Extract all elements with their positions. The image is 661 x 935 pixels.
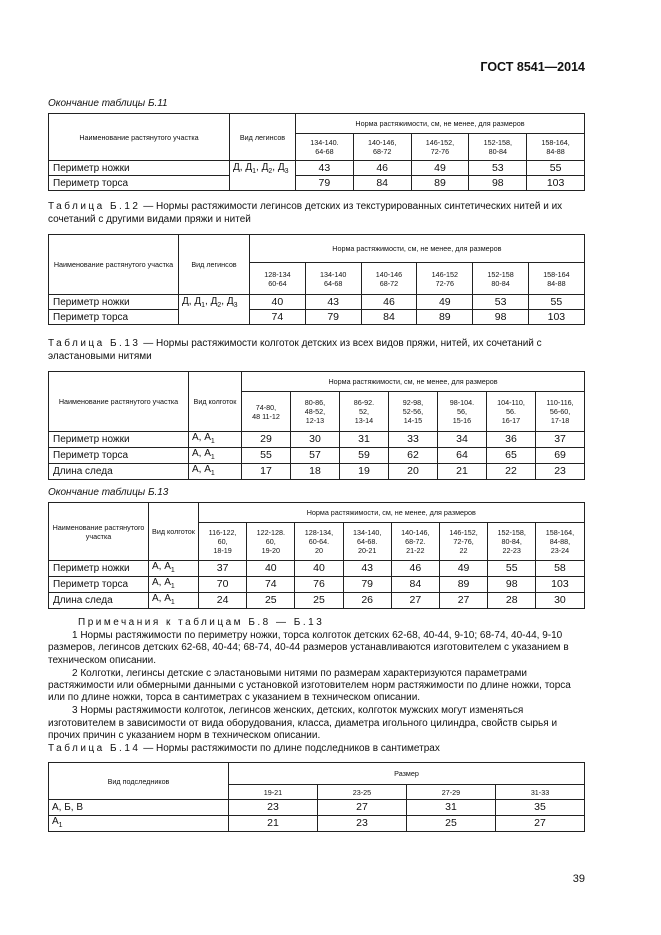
size-line: 128-134, — [304, 528, 334, 537]
size-line: 72-76 — [430, 147, 450, 156]
value-cell: 49 — [439, 561, 487, 577]
value-cell: 23 — [536, 464, 585, 480]
size-line: 122-128. — [256, 528, 285, 537]
table-b14-size-2 — [407, 785, 496, 800]
table-b13-size-6 — [536, 392, 585, 432]
table-b14-size-header: Размер — [229, 763, 585, 785]
value-cell: 37 — [536, 432, 585, 448]
type-letter: Д — [277, 162, 285, 173]
type-subscript: 1 — [170, 599, 175, 606]
table-b14 — [48, 762, 585, 832]
value-cell: 40 — [295, 561, 343, 577]
table-b13-caption-label: Таблица Б.13 — [48, 338, 141, 349]
type-letter: Д — [210, 296, 218, 307]
type-subscript: 2 — [217, 302, 222, 309]
value-cell: 17 — [242, 464, 291, 480]
value-cell: 33 — [389, 432, 438, 448]
type-letter: В — [76, 802, 84, 813]
table-row — [49, 816, 585, 832]
type-letter: Д — [245, 162, 253, 173]
table-b14-size-3 — [496, 785, 585, 800]
size-line: 48 11-12 — [252, 411, 280, 421]
value-cell: 46 — [361, 295, 417, 310]
table-b13-size-3 — [389, 392, 438, 432]
table-b11-size-2 — [411, 134, 469, 161]
row-type: А, $А_1$ — [189, 464, 242, 480]
size-line: 80-86, — [304, 398, 326, 407]
type-subscript: 1 — [210, 454, 215, 461]
type-letter: Д — [194, 296, 202, 307]
value-cell: 27 — [391, 593, 439, 609]
size-line: 72-76, — [453, 537, 474, 546]
table-b14-caption-label: Таблица Б.14 — [48, 743, 141, 754]
type-letter: А — [52, 802, 59, 813]
size-line: 86-92. — [353, 398, 375, 407]
value-cell: 98 — [469, 176, 527, 191]
table-b12-name-header: Наименование растянутого участка — [49, 235, 179, 295]
size-line: 20 — [314, 546, 323, 555]
size-line: 152-158, — [497, 528, 526, 537]
value-cell: 55 — [242, 448, 291, 464]
value-cell: 79 — [305, 310, 361, 325]
size-line: 23-24 — [550, 546, 570, 555]
value-cell: 53 — [469, 161, 527, 176]
table-b13 — [48, 371, 585, 480]
size-line: 15-16 — [452, 416, 472, 425]
notes-title: Примечания к таблицам Б.8 — Б.13 — [78, 617, 325, 628]
table-b11 — [48, 113, 585, 191]
size-line: 158-164 — [543, 269, 570, 279]
table-b14-caption-text: — Нормы растяжимости по длине подследников в сантиметрах — [140, 743, 440, 754]
value-cell: 46 — [391, 561, 439, 577]
row-type: А, $А_1$ — [189, 448, 242, 464]
table-row — [49, 800, 585, 816]
type-subscript: 1 — [201, 302, 206, 309]
table-row — [49, 161, 585, 176]
value-cell: 49 — [417, 295, 473, 310]
table-b11-caption: Окончание таблицы Б.11 — [48, 98, 168, 109]
size-line: 68-72. — [405, 537, 426, 546]
size-line: 152-158, — [483, 138, 512, 147]
size-line: 140-146, — [401, 528, 430, 537]
value-cell: 103 — [528, 310, 584, 325]
size-line: 134-140, — [352, 528, 382, 537]
value-cell: 43 — [296, 161, 354, 176]
table-row — [49, 593, 585, 609]
value-cell: 40 — [250, 295, 306, 310]
size-line: 84-88 — [546, 147, 565, 156]
value-cell: 74 — [247, 577, 295, 593]
size-line: 60-64 — [268, 278, 287, 288]
table-b13-end-size-4 — [391, 523, 439, 561]
value-cell: 23 — [318, 816, 407, 832]
value-cell: 58 — [536, 561, 584, 577]
table-b12-size-2 — [361, 263, 417, 295]
type-subscript: 1 — [170, 567, 175, 574]
value-cell: 89 — [439, 577, 487, 593]
type-letter: А — [192, 448, 199, 459]
type-letter: А — [204, 448, 211, 459]
size-line: 52, — [359, 407, 369, 416]
row-type: А, $А_1$ — [189, 432, 242, 448]
table-b12-caption-text: — Нормы растяжимости легинсов детских из текстурированных синтетических нитей и их сочетаний с другими видами пряжи и нитей — [48, 201, 563, 225]
type-subscript: 1 — [210, 470, 215, 477]
type-letter: А — [152, 561, 159, 572]
value-cell: 37 — [199, 561, 247, 577]
value-cell: 21 — [229, 816, 318, 832]
size-line: 110-116, — [546, 398, 574, 407]
table-b13-size-5 — [487, 392, 536, 432]
value-cell: 27 — [439, 593, 487, 609]
table-b14-type-header: Вид подследников — [49, 763, 229, 800]
size-line: 146-152, — [425, 138, 455, 147]
table-b13-type-header: Вид колготок — [189, 372, 242, 432]
size-line: 60-64. — [308, 537, 330, 546]
size-line: 104-110, — [497, 398, 525, 407]
table-row — [49, 295, 585, 310]
value-cell: 79 — [296, 176, 354, 191]
note-2: 2 Колготки, легинсы детские с эластановыми нитями по размерам характеризуются параметрами растяжимости или обмерными данными с установкой изготовителем норм растяжимости по длине ножки, торса или по длине ножки, торса в сантиметрах с указанием в техническом описании. — [48, 667, 571, 704]
size-line: 146-152, — [449, 528, 478, 537]
table-b13-end-size-0 — [199, 523, 247, 561]
table-b13-norm-header: Норма растяжимости, см, не менее, для размеров — [242, 372, 585, 392]
value-cell: 21 — [438, 464, 487, 480]
size-line: 20-21 — [357, 546, 377, 555]
value-cell: 25 — [295, 593, 343, 609]
size-line: 13-14 — [354, 416, 374, 425]
value-cell: 22 — [487, 464, 536, 480]
table-row — [49, 176, 585, 191]
value-cell: 40 — [247, 561, 295, 577]
type-letter: А — [152, 577, 159, 588]
table-b13-caption-text: — Нормы растяжимости колготок детских из всех видов пряжи, нитей, их сочетаний с эластановыми нитями — [48, 338, 542, 362]
value-cell: 31 — [407, 800, 496, 816]
row-name: Длина следа — [49, 593, 149, 609]
value-cell: 70 — [199, 577, 247, 593]
value-cell: 27 — [318, 800, 407, 816]
table-b11-size-4 — [527, 134, 585, 161]
size-line: 140-146, — [368, 138, 397, 147]
type-subscript: 1 — [58, 822, 63, 829]
table-b13-end-size-7 — [536, 523, 584, 561]
table-b13-size-4 — [438, 392, 487, 432]
value-cell: 103 — [536, 577, 584, 593]
table-b11-size-1 — [353, 134, 411, 161]
value-cell: 24 — [199, 593, 247, 609]
value-cell: 57 — [291, 448, 340, 464]
size-line: 134-140 — [320, 269, 347, 279]
table-b12-caption — [48, 200, 584, 226]
row-name: Периметр торса — [49, 577, 149, 593]
size-line: 128-134 — [264, 269, 291, 279]
value-cell: 103 — [527, 176, 585, 191]
row-name: Периметр ножки — [49, 432, 189, 448]
value-cell: 59 — [340, 448, 389, 464]
size-line: 48-52, — [304, 407, 326, 416]
table-b13-size-1 — [291, 392, 340, 432]
size-line: 14-15 — [403, 416, 423, 425]
size-line: 98-104. — [449, 398, 475, 407]
table-b14-size-0 — [229, 785, 318, 800]
type-letter: А — [164, 577, 171, 588]
size-line: 60, — [217, 537, 228, 546]
value-cell: 43 — [343, 561, 391, 577]
value-cell: 26 — [343, 593, 391, 609]
document-standard-header: ГОСТ 8541—2014 — [480, 60, 585, 74]
page-number: 39 — [572, 873, 585, 885]
value-cell: 98 — [488, 577, 536, 593]
value-cell: 62 — [389, 448, 438, 464]
size-line: 158-164, — [541, 138, 570, 147]
value-cell: 35 — [496, 800, 585, 816]
size-line: 18-19 — [213, 546, 232, 555]
table-b13-size-2 — [340, 392, 389, 432]
size-line: 19-20 — [261, 546, 280, 555]
table-row — [49, 464, 585, 480]
table-b11-size-3 — [469, 134, 527, 161]
value-cell: 79 — [343, 577, 391, 593]
value-cell: 19 — [340, 464, 389, 480]
row-name: Периметр ножки — [49, 161, 230, 176]
value-cell: 18 — [291, 464, 340, 480]
row-name: Периметр торса — [49, 310, 179, 325]
size-line: 80-84 — [491, 278, 510, 288]
size-line: 52-56, — [402, 407, 424, 416]
table-b12-norm-header: Норма растяжимости, см, не менее, для размеров — [250, 235, 585, 263]
table-b13-size-0 — [242, 392, 291, 432]
type-subscript: 1 — [210, 438, 215, 445]
table-b12 — [48, 234, 585, 325]
table-b14-caption — [48, 742, 584, 755]
value-cell: 36 — [487, 432, 536, 448]
type-letter: А — [192, 432, 199, 443]
value-cell: 25 — [407, 816, 496, 832]
value-cell: 98 — [473, 310, 529, 325]
value-cell: 55 — [527, 161, 585, 176]
table-b13-caption — [48, 337, 584, 363]
table-b13-end-name-header: Наименование растянутого участка — [49, 503, 149, 561]
table-b14-size-1 — [318, 785, 407, 800]
type-letter: А — [204, 464, 211, 475]
value-cell: 69 — [536, 448, 585, 464]
table-b13-end-size-6 — [488, 523, 536, 561]
table-b12-size-1 — [305, 263, 361, 295]
size-line: 80-84 — [488, 147, 507, 156]
table-b13-end-caption: Окончание таблицы Б.13 — [48, 487, 169, 498]
value-cell: 53 — [473, 295, 529, 310]
row-type — [49, 816, 229, 832]
row-name: Длина следа — [49, 464, 189, 480]
type-letter: Д — [233, 162, 240, 173]
value-cell: 46 — [353, 161, 411, 176]
table-b13-end-size-2 — [295, 523, 343, 561]
value-cell: 89 — [411, 176, 469, 191]
size-line: 84-88 — [547, 278, 566, 288]
size-line: 134-140. — [310, 138, 339, 147]
table-b12-type-header: Вид легинсов — [179, 235, 250, 295]
size-line: 72-76 — [435, 278, 454, 288]
table-b11-norm-header: Норма растяжимости, см, не менее, для размеров — [296, 114, 585, 134]
value-cell: 31 — [340, 432, 389, 448]
size-line: 22 — [459, 546, 468, 555]
table-b13-end — [48, 502, 585, 609]
value-cell: 27 — [496, 816, 585, 832]
row-name: Периметр ножки — [49, 295, 179, 310]
row-type: А, $А_1$ — [149, 593, 199, 609]
type-letter: А — [192, 464, 199, 475]
table-b12-size-3 — [417, 263, 473, 295]
value-cell: 30 — [536, 593, 584, 609]
type-letter: Д — [261, 162, 269, 173]
size-line: 140-146 — [375, 269, 403, 279]
size-line: 152-158 — [487, 269, 514, 279]
value-cell: 43 — [305, 295, 361, 310]
size-line: 146-152 — [431, 269, 458, 279]
value-cell: 49 — [411, 161, 469, 176]
value-cell: 65 — [487, 448, 536, 464]
size-line: 27-29 — [441, 787, 461, 797]
value-cell: 23 — [229, 800, 318, 816]
size-line: 64-68 — [315, 147, 334, 156]
table-b12-size-5 — [528, 263, 584, 295]
type-subscript: 1 — [252, 168, 257, 175]
note-1: 1 Нормы растяжимости по периметру ножки, торса колготок детских 62-68, 40-44, 9-10; 68-74, 40-44, 9-10 размеров, легинсов детских 62-68, 40-44; 68-74, 40-44 размеров устанавливаются изготовителем с указанием в техническом описании. — [48, 630, 569, 666]
table-row — [49, 561, 585, 577]
table-row — [49, 432, 585, 448]
type-letter: Д — [226, 296, 234, 307]
size-line: 84-88, — [549, 537, 571, 546]
table-row — [49, 577, 585, 593]
size-line: 56. — [506, 407, 516, 416]
value-cell: 29 — [242, 432, 291, 448]
value-cell: 84 — [361, 310, 417, 325]
size-line: 80-84, — [501, 537, 522, 546]
value-cell: 84 — [391, 577, 439, 593]
table-b12-caption-label: Таблица Б.12 — [48, 201, 141, 212]
size-line: 74-80, — [255, 402, 277, 412]
note-3: 3 Нормы растяжимости колготок, легинсов женских, детских, колготок мужских могут изменяться изготовителем в зависимости от вида оборудования, класса, диаметра игольного цилиндра, свойств сырья и прочих причин с указанием норм в техническом описании. — [48, 705, 558, 741]
table-b13-name-header: Наименование растянутого участка — [49, 372, 189, 432]
table-b11-size-0 — [296, 134, 354, 161]
size-line: 19-21 — [263, 787, 283, 797]
type-subscript: 1 — [170, 583, 175, 590]
type-letter: А — [204, 432, 211, 443]
row-type: А, $А_1$ — [149, 577, 199, 593]
value-cell: 30 — [291, 432, 340, 448]
size-line: 23-25 — [352, 787, 372, 797]
table-b11-name-header: Наименование растянутого участка — [49, 114, 230, 161]
row-type: Д, $Д_1$, $Д_2$, $Д_3$ — [179, 295, 250, 325]
row-type: Д, $Д_1$, $Д_2$, $Д_3$ — [230, 161, 296, 191]
value-cell: 28 — [488, 593, 536, 609]
size-line: 31-33 — [530, 787, 550, 797]
size-line: 56-60, — [549, 407, 571, 416]
type-letter: А — [52, 816, 59, 827]
size-line: 21-22 — [406, 546, 425, 555]
row-name: Периметр ножки — [49, 561, 149, 577]
size-line: 60, — [265, 537, 276, 546]
row-name: Периметр торса — [49, 448, 189, 464]
value-cell: 34 — [438, 432, 487, 448]
table-b12-size-4 — [473, 263, 529, 295]
size-line: 92-98, — [402, 398, 424, 407]
value-cell: 55 — [528, 295, 584, 310]
size-line: 12-13 — [305, 416, 325, 425]
size-line: 68-72 — [379, 278, 399, 288]
size-line: 22-23 — [502, 546, 521, 555]
type-letter: Д — [182, 296, 189, 307]
table-b12-size-0 — [250, 263, 306, 295]
value-cell: 84 — [353, 176, 411, 191]
size-line: 158-164, — [545, 528, 575, 537]
table-row — [49, 448, 585, 464]
value-cell: 74 — [250, 310, 306, 325]
value-cell: 55 — [488, 561, 536, 577]
table-b13-end-type-header: Вид колготок — [149, 503, 199, 561]
value-cell: 64 — [438, 448, 487, 464]
size-line: 17-18 — [550, 416, 570, 425]
table-b13-end-size-1 — [247, 523, 295, 561]
table-b13-end-size-3 — [343, 523, 391, 561]
table-b13-end-norm-header: Норма растяжимости, см, не менее, для размеров — [199, 503, 585, 523]
size-line: 64-68 — [324, 278, 343, 288]
table-b11-type-header: Вид легинсов — [230, 114, 296, 161]
type-letter: А — [164, 593, 171, 604]
type-letter: А — [164, 561, 171, 572]
size-line: 16-17 — [501, 416, 521, 425]
size-line: 56, — [457, 407, 467, 416]
size-line: 116-122, — [208, 528, 237, 537]
value-cell: 89 — [417, 310, 473, 325]
size-line: 68-72 — [373, 147, 392, 156]
row-type: А, Б, В — [49, 800, 229, 816]
value-cell: 76 — [295, 577, 343, 593]
type-letter: Б — [64, 802, 71, 813]
table-b13-end-size-5 — [439, 523, 487, 561]
type-subscript: 3 — [233, 302, 238, 309]
type-subscript: 2 — [268, 168, 273, 175]
table-row — [49, 310, 585, 325]
row-type: А, $А_1$ — [149, 561, 199, 577]
row-name: Периметр торса — [49, 176, 230, 191]
value-cell: 25 — [247, 593, 295, 609]
notes-block — [48, 617, 584, 743]
value-cell: 20 — [389, 464, 438, 480]
type-subscript: 3 — [284, 168, 289, 175]
type-letter: А — [152, 593, 159, 604]
size-line: 64-68. — [356, 537, 378, 546]
